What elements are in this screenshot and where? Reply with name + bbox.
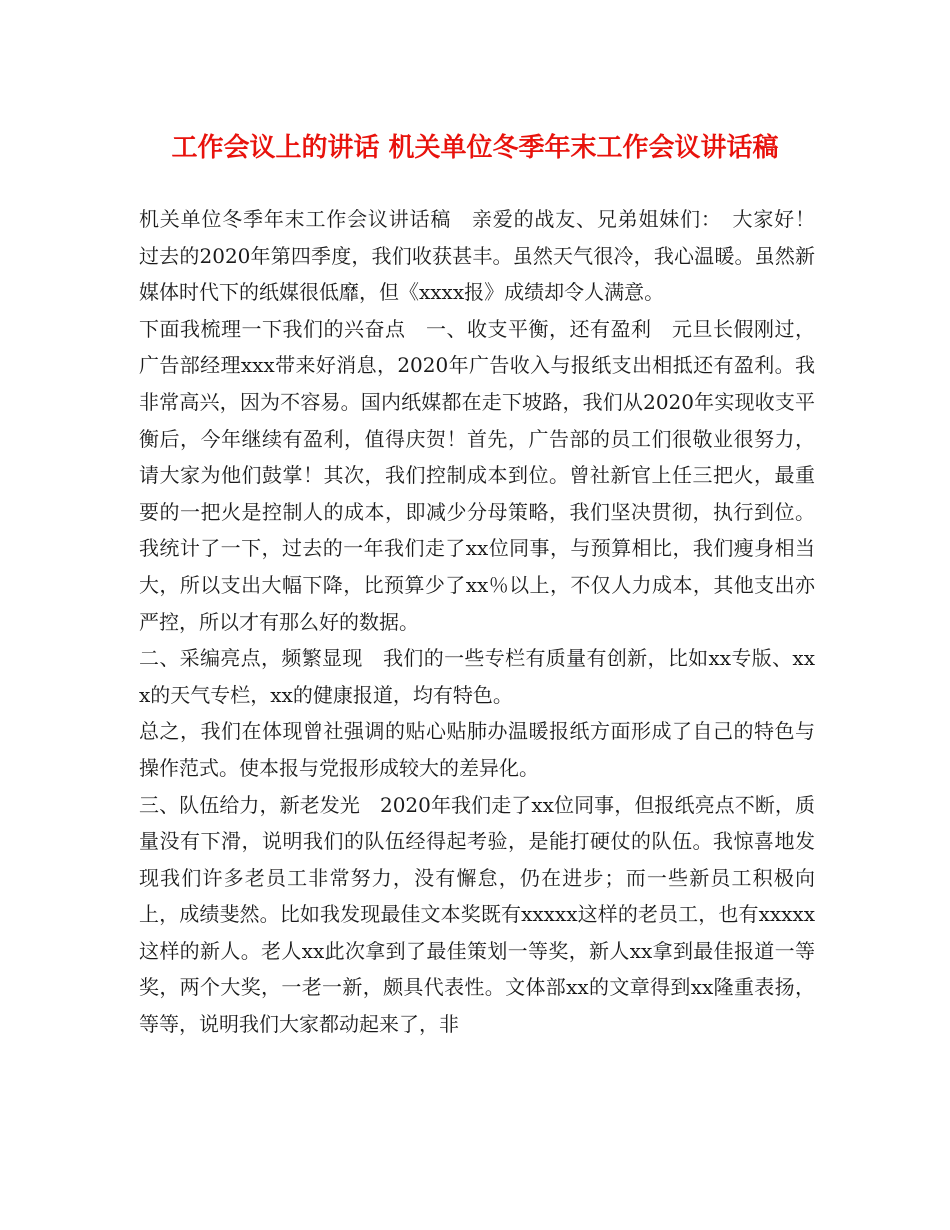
document-body [139, 201, 835, 1043]
document-title: 工作会议上的讲话 机关单位冬季年末工作会议讲话稿 [171, 133, 779, 163]
paragraph: 二、采编亮点，频繁显现 我们的一些专栏有质量有创新，比如xx专版、xxx的天气专栏，xx的健康报道，均有特色。 [139, 646, 815, 707]
paragraph: 三、队伍给力，新老发光 2020年我们走了xx位同事，但报纸亮点不断，质量没有下滑，说明我们的队伍经得起考验，是能打硬仗的队伍。我惊喜地发现我们许多老员工非常努力，没有懈怠，仍在进步；而一些新员工积极向上，成绩斐然。比如我发现最佳文本奖既有xxxxx这样的老员工，也有xxxxx这样的新人。老人xx此次拿到了最佳策划一等奖，新人xx拿到最佳报道一等奖，两个大奖，一老一新，颇具代表性。文体部xx的文章得到xx隆重表扬，等等，说明我们大家都动起来了，非 [139, 792, 815, 1037]
paragraph: 总之，我们在体现曾社强调的贴心贴肺办温暖报纸方面形成了自己的特色与操作范式。使本报与党报形成较大的差异化。 [139, 719, 815, 780]
paragraph: 下面我梳理一下我们的兴奋点 一、收支平衡，还有盈利 元旦长假刚过，广告部经理xxx带来好消息，2020年广告收入与报纸支出相抵还有盈利。我非常高兴，因为不容易。国内纸媒都在走下坡路，我们从2020年实现收支平衡后，今年继续有盈利，值得庆贺！首先，广告部的员工们很敬业很努力，请大家为他们鼓掌！其次，我们控制成本到位。曾社新官上任三把火，最重要的一把火是控制人的成本，即减少分母策略，我们坚决贯彻，执行到位。我统计了一下，过去的一年我们走了xx位同事，与预算相比，我们瘦身相当大，所以支出大幅下降，比预算少了xx％以上，不仅人力成本，其他支出亦严控，所以才有那么好的数据。 [139, 316, 815, 634]
paragraph: 机关单位冬季年末工作会议讲话稿 亲爱的战友、兄弟姐妹们： 大家好！ 过去的2020年第四季度，我们收获甚丰。虽然天气很冷，我心温暖。虽然新媒体时代下的纸媒很低靡，但《xxxx报》成绩却令人满意。 [139, 207, 835, 305]
